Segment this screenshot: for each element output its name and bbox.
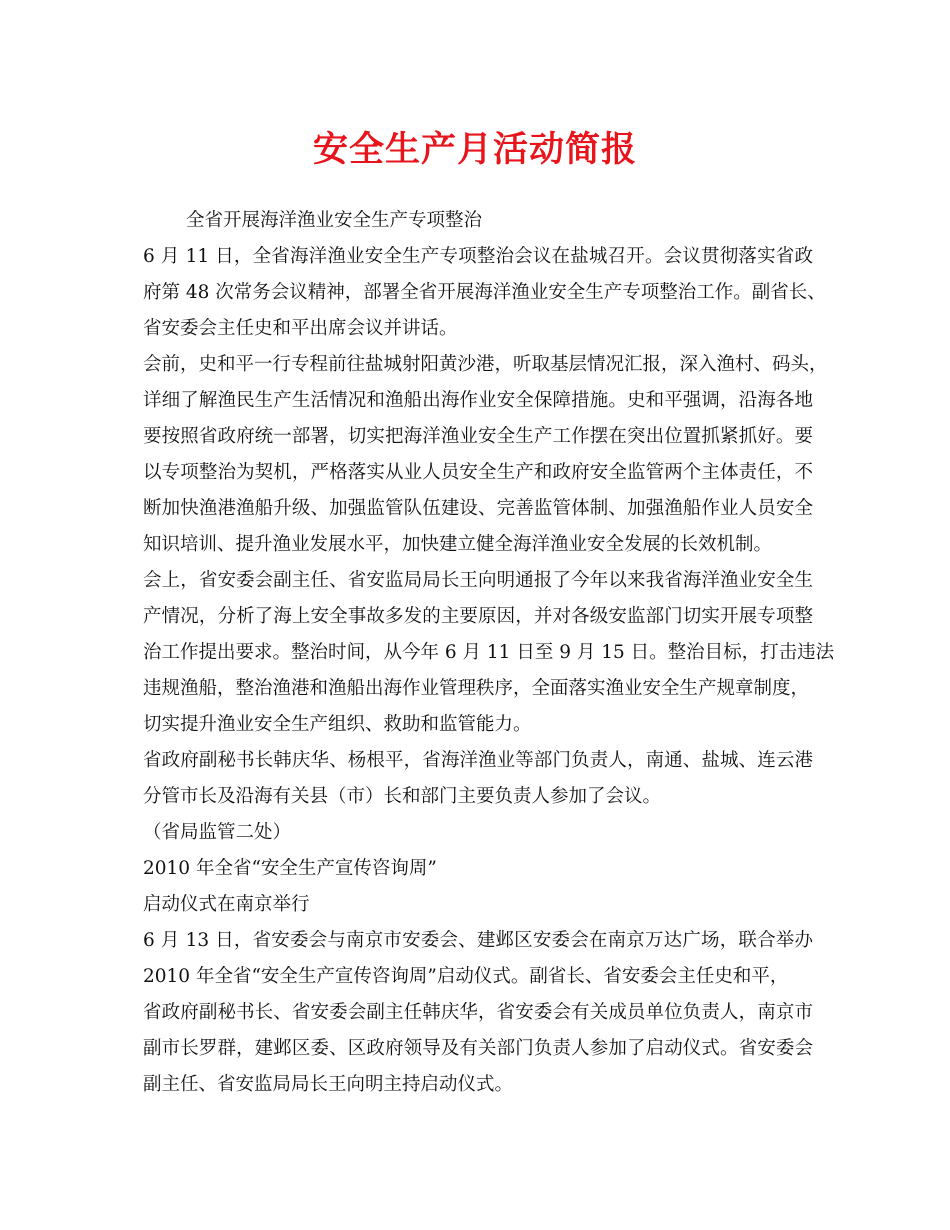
section-heading: 2010 年全省“安全生产宣传咨询周”	[143, 858, 437, 879]
paragraph-line: 2010 年全省“安全生产宣传咨询周”启动仪式。副省长、省安委会主任史和平，	[143, 966, 789, 987]
paragraph-line: 省安委会主任史和平出席会议并讲话。	[143, 318, 458, 339]
section-heading: 启动仪式在南京举行	[143, 894, 310, 915]
paragraph-line: 6 月 11 日，全省海洋渔业安全生产专项整治会议在盐城召开。会议贯彻落实省政	[143, 246, 813, 267]
paragraph-line: 断加快渔港渔船升级、加强监管队伍建设、完善监管体制、加强渔船作业人员安全	[143, 498, 813, 519]
paragraph-line: 切实提升渔业安全生产组织、救助和监管能力。	[143, 714, 532, 735]
paragraph-line: 会上，省安委会副主任、省安监局局长王向明通报了今年以来我省海洋渔业安全生	[143, 570, 813, 591]
paragraph-line: 副主任、省安监局局长王向明主持启动仪式。	[143, 1074, 514, 1095]
paragraph-line: 知识培训、提升渔业发展水平，加快建立健全海洋渔业安全发展的长效机制。	[143, 534, 773, 555]
paragraph-line: 分管市长及沿海有关县（市）长和部门主要负责人参加了会议。	[143, 786, 662, 807]
section-heading: 全省开展海洋渔业安全生产专项整治	[186, 210, 483, 231]
paragraph-line: 要按照省政府统一部署，切实把海洋渔业安全生产工作摆在突出位置抓紧抓好。要	[143, 426, 813, 447]
paragraph-line: 省政府副秘书长韩庆华、杨根平，省海洋渔业等部门负责人，南通、盐城、连云港	[143, 750, 813, 771]
paragraph-line: 府第 48 次常务会议精神，部署全省开展海洋渔业安全生产专项整治工作。副省长、	[143, 282, 826, 303]
paragraph-line: 违规渔船，整治渔港和渔船出海作业管理秩序，全面落实渔业安全生产规章制度，	[143, 678, 810, 699]
paragraph-line: 省政府副秘书长、省安委会副主任韩庆华，省安委会有关成员单位负责人，南京市	[143, 1002, 813, 1023]
paragraph-line: 治工作提出要求。整治时间，从今年 6 月 11 日至 9 月 15 日。整治目标，打击违法	[143, 642, 835, 663]
paragraph-line: 以专项整治为契机，严格落实从业人员安全生产和政府安全监管两个主体责任，不	[143, 462, 813, 483]
paragraph-line: 会前，史和平一行专程前往盐城射阳黄沙港，听取基层情况汇报，深入渔村、码头，	[143, 354, 828, 375]
paragraph-line: 产情况，分析了海上安全事故多发的主要原因，并对各级安监部门切实开展专项整	[143, 606, 813, 627]
paragraph-line: 6 月 13 日，省安委会与南京市安委会、建邺区安委会在南京万达广场，联合举办	[143, 930, 813, 951]
source-note: （省局监管二处）	[143, 822, 292, 843]
page-title: 安全生产月活动简报	[312, 130, 637, 170]
paragraph-line: 副市长罗群，建邺区委、区政府领导及有关部门负责人参加了启动仪式。省安委会	[143, 1038, 813, 1059]
paragraph-line: 详细了解渔民生产生活情况和渔船出海作业安全保障措施。史和平强调，沿海各地	[143, 390, 813, 411]
